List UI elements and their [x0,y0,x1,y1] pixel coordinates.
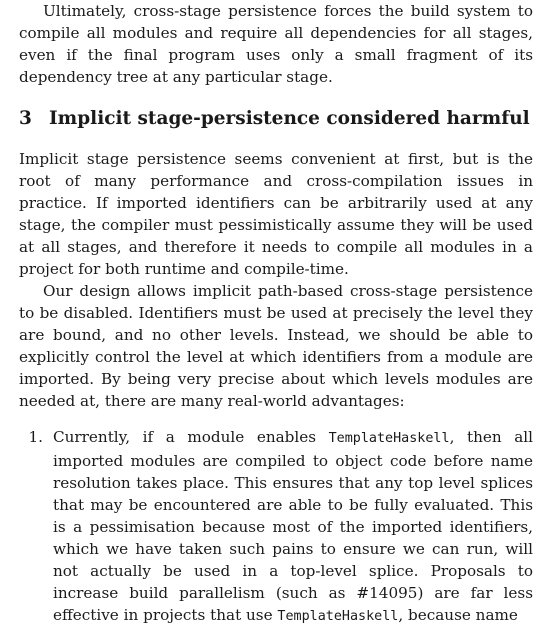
inline-code-templatehaskell: TemplateHaskell [328,431,450,446]
paragraph-2: Our design allows implicit path-based cross-stage persistence to be disabled. Identifiers must be used at precisely the level they are bound, and no other levels. Instead, we should be able to explicitly control the level at which identifiers from a module are imported. By being very precise about which levels modules are needed at, there are many real-world advantages: [19,282,533,410]
advantages-list [19,426,533,628]
list-item-text-part-c: , because name [398,606,518,624]
section-title: Implicit stage-persistence considered harmful [49,108,530,129]
paragraph-1: Implicit stage persistence seems convenient at first, but is the root of many performance and cross-compilation issues in practice. If imported identifiers can be arbitrarily used at any stage, the compiler must pessimistically assume they will be used at all stages, and therefore it needs to compile all modules in a project for both runtime and compile-time. [19,150,533,278]
list-item-text-part-b: , then all imported modules are compiled to object code before name resolution takes place. This ensures that any top level splices that may be encountered are able to be fully evaluated. This is a pessimisation because most of the imported identifiers, which we have taken such pains to ensure we can run, will not actually be used in a top-level splice. Proposals to increase build parallelism (such as #14095) are far less effective in projects that use [53,428,533,624]
section-heading [19,107,533,131]
section-number: 3 [19,108,32,129]
inline-code-templatehaskell-2: TemplateHaskell [277,609,399,624]
list-item [19,426,533,628]
list-item-text [53,426,533,628]
section-body [19,148,533,412]
paper-page [19,0,533,628]
intro-paragraph: Ultimately, cross-stage persistence forces the build system to compile all modules and require all dependencies for all stages, even if the final program uses only a small fragment of its dependency tree at any particular stage. [19,2,533,86]
list-item-text-part-a: Currently, if a module enables [53,428,329,446]
list-item-marker: 1. [28,428,43,446]
